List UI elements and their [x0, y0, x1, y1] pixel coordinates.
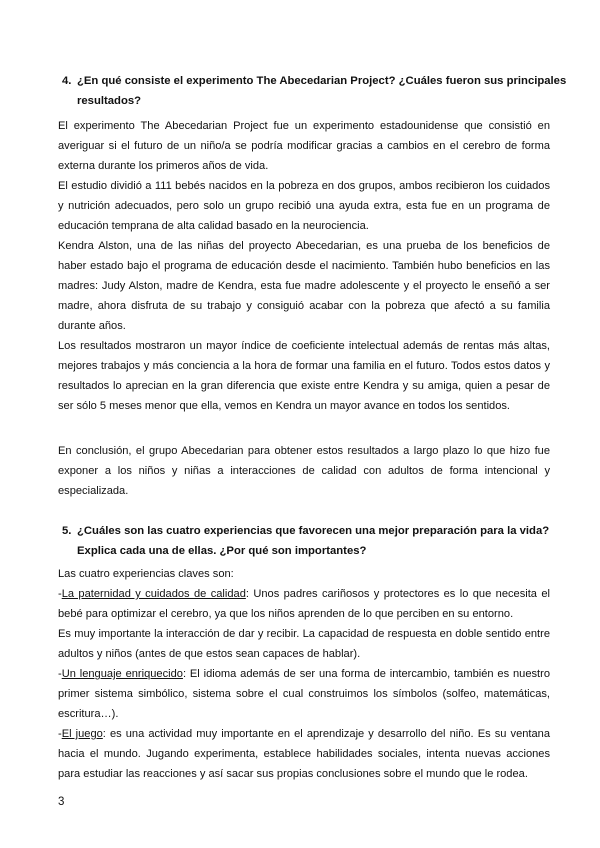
section-5-title: ¿Cuáles son las cuatro experiencias que favorecen una mejor preparación para la vida? Explica cada una de ellas. ¿Por qué son importantes? [77, 525, 550, 557]
paragraph: El estudio dividió a 111 bebés nacidos en la pobreza en dos grupos, ambos recibieron los cuidados y nutrición adecuados, pero solo un grupo recibió una ayuda extra, esta fue en un programa de educación temprana de alta calidad basado en la neurociencia. [58, 180, 550, 232]
experience-item: -Un lenguaje enriquecido: El idioma además de ser una forma de intercambio, también es nuestro primer sistema simbólico, sistema sobre el cual construimos los símbolos (solfeo, matemáticas, escritura…). [58, 668, 551, 720]
experience-item: -La paternidad y cuidados de calidad: Unos padres cariñosos y protectores es lo que necesita el bebé para optimizar el cerebro, ya que los niños aprenden de lo que perciben en su entorno. [58, 588, 550, 620]
section-4-heading [62, 71, 567, 111]
section-4-conclusion [58, 441, 550, 501]
paragraph: Kendra Alston, una de las niñas del proyecto Abecedarian, es una prueba de los beneficios de haber estado bajo el programa de educación desde el nacimiento. También hubo beneficios en las madres: Judy Alston, madre de Kendra, esta fue madre adolescente y el proyecto le enseñó a ser madre, ahora disfruta de su trabajo y consiguió acabar con la pobreza que afectó a su familia durante años. [58, 240, 550, 332]
section-4-number: 4. [62, 75, 72, 87]
paragraph: Los resultados mostraron un mayor índice de coeficiente intelectual además de rentas más altas, mejores trabajos y más conciencia a la hora de formar una familia en el futuro. Todos estos datos y resultados lo aprecian en la gran diferencia que existe entre Kendra y su amiga, quien a pesar de ser sólo 5 meses menor que ella, vemos en Kendra un mayor avance en todos los sentidos. [58, 340, 550, 412]
paragraph: Es muy importante la interacción de dar y recibir. La capacidad de respuesta en doble sentido entre adultos y niños (antes de que estos sean capaces de hablar). [58, 628, 550, 660]
paragraph: El experimento The Abecedarian Project fue un experimento estadounidense que consistió en averiguar si el futuro de un niño/a se podría modificar gracias a cambios en el cerebro de forma externa durante los primeros años de vida. [58, 120, 550, 172]
experience-term: La paternidad y cuidados de calidad [61, 588, 246, 600]
experience-item: -El juego: es una actividad muy importante en el aprendizaje y desarrollo del niño. Es su ventana hacia el mundo. Jugando experimenta, establece habilidades sociales, intenta nuevas acciones para estudiar las reacciones y así sacar sus propias conclusiones sobre el mundo que le rodea. [58, 728, 551, 780]
section-5-number: 5. [62, 525, 72, 537]
experience-term: Un lenguaje enriquecido [61, 668, 183, 680]
conclusion-paragraph: En conclusión, el grupo Abecedarian para obtener estos resultados a largo plazo lo que hizo fue exponer a los niños y niñas a interacciones de calidad con adultos de forma intencional y especializada. [58, 445, 550, 497]
experience-text: : es una actividad muy importante en el aprendizaje y desarrollo del niño. Es su ventana hacia el mundo. Jugando experimenta, establece habilidades sociales, intenta nuevas acciones para estudiar las reacciones y así sacar sus propias conclusiones sobre el mundo que le rodea. [58, 728, 551, 780]
experience-text: : Unos padres cariñosos y protectores es lo que necesita el bebé para optimizar el cerebro, ya que los niños aprenden de lo que perciben en su entorno. [58, 588, 550, 620]
section-5-heading [62, 521, 567, 561]
section-4-title: ¿En qué consiste el experimento The Abecedarian Project? ¿Cuáles fueron sus principales resultados? [77, 75, 567, 107]
page-number: 3 [58, 796, 65, 808]
experience-text: : El idioma además de ser una forma de intercambio, también es nuestro primer sistema simbólico, sistema sobre el cual construimos los símbolos (solfeo, matemáticas, escritura…). [58, 668, 551, 720]
experience-term: El juego [61, 728, 103, 740]
intro-paragraph: Las cuatro experiencias claves son: [58, 568, 234, 580]
section-4-body [58, 116, 550, 416]
section-5-body [58, 564, 550, 784]
